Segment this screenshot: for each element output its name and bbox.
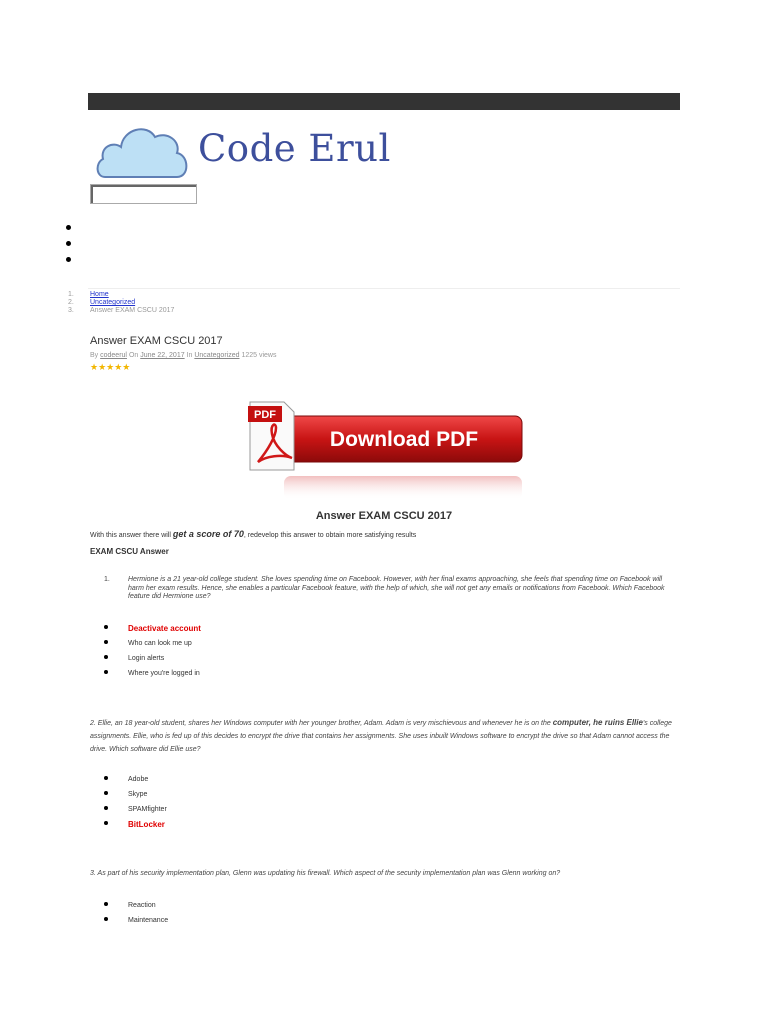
question-number: 1. (104, 576, 110, 583)
intro-text: , redevelop this answer to obtain more satisfying results (243, 532, 417, 539)
meta-label: By (90, 352, 99, 359)
cloud-icon (95, 117, 195, 183)
post-title: Answer EXAM CSCU 2017 (90, 335, 223, 347)
intro-text: With this answer there will (90, 532, 171, 539)
question-text: 's college assignments. Ellie, who is fed up of this decides to encrypt the drive that contains her assignments. She uses inbuilt Windows software to encrypt the drive so that Adam cannot access the drive. Which software did Ellie use? (90, 720, 672, 753)
answer-option: Adobe (104, 774, 167, 789)
question-3-options (104, 900, 168, 930)
author-link[interactable]: codeerul (100, 352, 127, 359)
question-2 (90, 716, 680, 756)
answer-option: Skype (104, 789, 167, 804)
pdf-file-icon (248, 402, 294, 470)
download-pdf-label: Download PDF (329, 428, 479, 451)
post-meta (90, 352, 276, 359)
article-heading: Answer EXAM CSCU 2017 (315, 510, 453, 522)
date-link[interactable]: June 22, 2017 (140, 352, 185, 359)
nav-menu (66, 225, 71, 273)
question-text: 3. As part of his security implementation plan, Glenn was updating his firewall. Which aspect of the security implementation plan was Glenn working on? (90, 870, 561, 877)
search-input[interactable] (90, 184, 197, 204)
breadcrumb-number: 1. (68, 291, 74, 298)
intro-paragraph (90, 529, 416, 539)
correct-answer: BitLocker (128, 820, 165, 829)
meta-label: On (128, 352, 139, 359)
answer-option: Login alerts (104, 653, 201, 668)
download-pdf-button[interactable] (246, 400, 526, 502)
divider (88, 288, 680, 289)
question-1-options (104, 623, 201, 683)
site-logo[interactable] (95, 117, 391, 183)
breadcrumb (68, 291, 174, 315)
question-text: Hermione is a 21 year-old college student. She loves spending time on Facebook. However, with her final exams approaching, she feels that spending time on Facebook will harm her exam results. Hence, she enables a particular Facebook feature, with the help of which, she will not get any emails or notifications from Facebook. Which Facebook feature did Hermione use? (128, 576, 665, 600)
correct-answer: Deactivate account (128, 624, 201, 633)
breadcrumb-current: Answer EXAM CSCU 2017 (90, 307, 175, 314)
answer-option: Maintenance (104, 915, 168, 930)
question-3 (90, 867, 680, 880)
nav-menu-item[interactable] (66, 257, 71, 262)
answer-option: Reaction (104, 900, 168, 915)
answer-option (104, 819, 167, 834)
site-logo-text: Code Erul (198, 127, 391, 170)
intro-emphasis: get a score of 70 (172, 529, 244, 539)
breadcrumb-category-link[interactable]: Uncategorized (90, 299, 136, 306)
breadcrumb-number: 3. (68, 307, 74, 314)
star-rating[interactable]: ★★★★★ (90, 362, 131, 372)
svg-text:PDF: PDF (254, 409, 276, 421)
answer-option: Where you're logged in (104, 668, 201, 683)
answer-option: SPAMfighter (104, 804, 167, 819)
breadcrumb-home-link[interactable]: Home (90, 291, 109, 298)
question-emphasis: computer, he ruins Ellie (552, 718, 643, 727)
section-heading: EXAM CSCU Answer (90, 547, 169, 556)
view-count: 1225 views (241, 352, 277, 359)
answer-option (104, 623, 201, 638)
category-link[interactable]: Uncategorized (194, 352, 240, 359)
nav-menu-item[interactable] (66, 241, 71, 246)
breadcrumb-number: 2. (68, 299, 74, 306)
question-2-options (104, 774, 167, 834)
top-navigation-bar (88, 93, 680, 110)
question-text: 2. Ellie, an 18 year-old student, shares her Windows computer with her younger brother, Adam. Adam is very mischievous and whenever he is on the (90, 720, 551, 727)
answer-option: Who can look me up (104, 638, 201, 653)
nav-menu-item[interactable] (66, 225, 71, 230)
meta-label: In (186, 352, 193, 359)
